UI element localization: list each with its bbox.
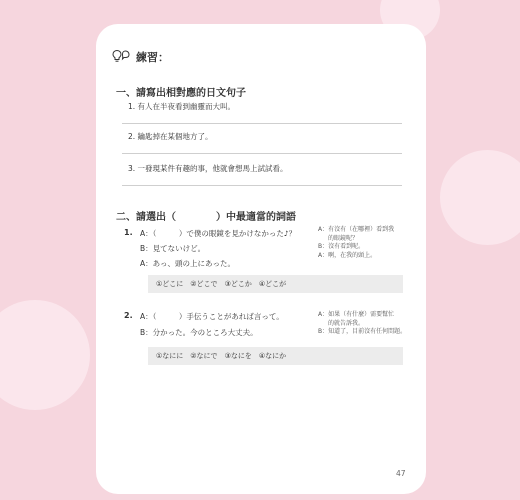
options-box	[148, 275, 403, 293]
section1-item-1: 1. 有人在半夜看到幽靈而大叫。	[128, 102, 236, 111]
background-circle	[0, 300, 90, 410]
dialog-line: B：見てないけど。	[140, 244, 206, 253]
translation-line: A：如果（有什麼）需要幫忙	[318, 311, 395, 318]
section1-title: 一、請寫出相對應的日文句子	[116, 88, 246, 99]
translation-block	[318, 311, 406, 337]
answer-line	[122, 185, 402, 186]
dialog-line: A：（ ）手伝うことがあれば言って。	[140, 312, 284, 321]
question-number: 1.	[124, 228, 133, 237]
translation-line: A：有沒有（在哪裡）看到我	[318, 226, 395, 233]
lightbulb-icon	[112, 49, 130, 65]
dialog-line: A：（ ）で僕の眼鏡を見かけなかった♪？	[140, 229, 297, 238]
option: ④なにか	[258, 352, 287, 360]
section1-item-3: 3. 一發現某件有趣的事，他就會想馬上試試看。	[128, 164, 288, 173]
options-box	[148, 347, 403, 365]
option: ①なにに	[156, 352, 184, 360]
option: ③どこか	[224, 280, 252, 288]
question-number: 2.	[124, 311, 133, 320]
background-circle	[440, 150, 520, 245]
translation-block	[318, 226, 394, 260]
practice-title: 練習：	[136, 51, 169, 64]
answer-line	[122, 153, 402, 154]
answer-line	[122, 123, 402, 124]
section2-title: 二、請選出（ ）中最適當的詞語	[116, 212, 296, 223]
translation-line: 的就告訴我。	[328, 319, 365, 327]
translation-line: B：沒有看到呢。	[318, 243, 365, 250]
option: ③なにを	[224, 352, 252, 360]
page-number: 47	[396, 469, 406, 478]
translation-line: B：知道了，目前沒有任何問題。	[318, 328, 407, 335]
option: ②なにで	[190, 352, 218, 360]
option: ②どこで	[190, 280, 218, 288]
section1-item-2: 2. 鑰匙掉在某個地方了。	[128, 132, 213, 141]
translation-line: 的眼鏡呢？	[328, 234, 359, 242]
dialog-line: A：あっ、頭の上にあった。	[140, 259, 235, 268]
practice-heading	[112, 49, 169, 65]
dialog-line: B：分かった。今のところ大丈夫。	[140, 328, 258, 337]
translation-line: A：啊，在我的頭上。	[318, 251, 377, 259]
option: ④どこが	[258, 280, 287, 288]
option: ①どこに	[156, 280, 184, 288]
